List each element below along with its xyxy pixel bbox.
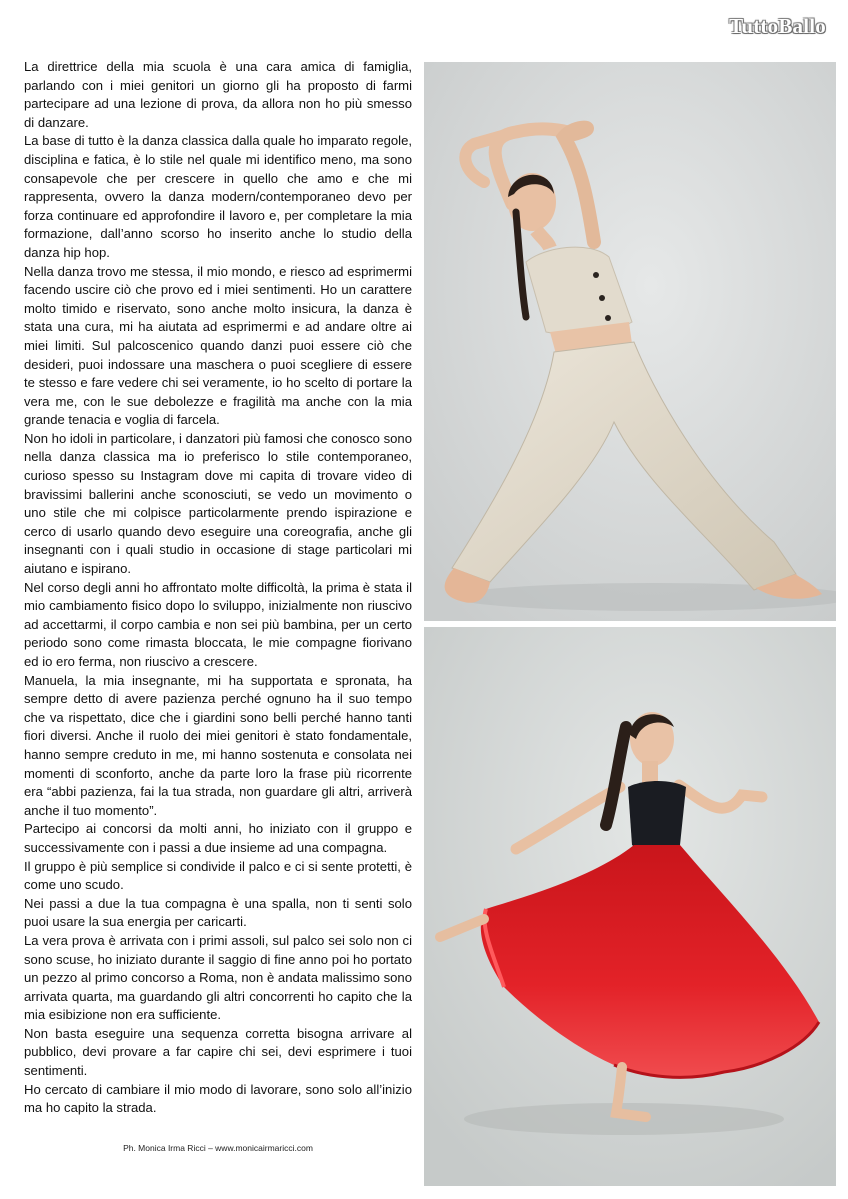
article-paragraph: La vera prova è arrivata con i primi assoli, sul palco sei solo non ci sono scuse, ho iniziato durante il saggio di fine anno poi ho portato un pezzo al primo concorso a Roma, non è andata malissimo sono arrivata quarta, ma guardando gli altri concorrenti ho capito che la mia esibizione non era sufficiente. (24, 932, 412, 1023)
article-paragraph: Nella danza trovo me stessa, il mio mondo, e riesco ad esprimermi facendo uscire ciò che provo ed i miei sentimenti. Ho un carattere molto timido e riservato, sono anche molto insicura, la danza è stata una cura, mi ha aiutata ad esprimermi e ad andare oltre ai miei limiti. Sul palcoscenico quando danzi puoi essere ciò che desideri, puoi indossare una maschera o puoi scegliere di essere te stesso e fare vedere chi sei veramente, io ho scelto di portare la vera me, con le sue debolezze e fragilità ma anche con la mia grande tenacia e voglia di farcela. (24, 263, 412, 428)
dancer-beige-illustration (424, 62, 836, 621)
dancer-photo-beige (424, 62, 836, 621)
article-paragraph: Nei passi a due la tua compagna è una spalla, non ti senti solo puoi usare la sua energia per caricarti. (24, 895, 412, 930)
dancer-photo-red-skirt (424, 627, 836, 1186)
article-paragraph: Ho cercato di cambiare il mio modo di lavorare, sono solo all’inizio ma ho capito la strada. (24, 1081, 412, 1116)
article-paragraph: Partecipo ai concorsi da molti anni, ho iniziato con il gruppo e successivamente con i passi a due insieme ad una compagna. (24, 821, 412, 855)
article-body (24, 58, 412, 1118)
article-paragraph: La direttrice della mia scuola è una cara amica di famiglia, parlando con i miei genitori un giorno gli ha proposto di farmi partecipare ad una lezione di prova, da allora non ho più smesso di danzare. (24, 59, 412, 130)
photo-credit: Ph. Monica Irma Ricci – www.monicairmaricci.com (123, 1143, 313, 1153)
article-paragraph: La base di tutto è la danza classica dalla quale ho imparato regole, disciplina e fatica, è lo stile nel quale mi identifico meno, ma sono consapevole che per crescere in quello che amo e che mi rappresenta, ovvero la danza modern/contemporaneo devo per forza continuare ed approfondire il lavoro e, per completare la mia formazione, dall’anno scorso ho inserito anche lo studio della danza hip hop. (24, 133, 412, 260)
article-paragraph: Nel corso degli anni ho affrontato molte difficoltà, la prima è stata il mio cambiamento fisico dopo lo sviluppo, inizialmente non riuscivo ad accettarmi, il corpo cambia e non sei più bambina, per un certo periodo sono come rimasta bloccata, le mie compagne fiorivano ed io ero ferma, non riuscivo a crescere. (24, 579, 412, 669)
article-paragraph: Non ho idoli in particolare, i danzatori più famosi che conosco sono nella danza classica ma io preferisco lo stile contemporaneo, curioso spesso su Instagram dove mi capita di trovare video di bravissimi ballerini anche sconosciuti, se vedo un movimento o uno stile che mi colpisce particolarmente prendo ispirazione e cerco di usarlo quando devo eseguire una coreografia, anche gli insegnanti con i quali studio in occasione di stage particolari mi aiutano e ispirano. (24, 430, 412, 577)
dancer-red-skirt-illustration (424, 627, 836, 1186)
article-paragraph: Non basta eseguire una sequenza corretta bisogna arrivare al pubblico, devi provare a far capire chi sei, devi esprimere i tuoi sentimenti. (24, 1025, 412, 1079)
article-paragraph: Manuela, la mia insegnante, mi ha supportata e spronata, ha sempre detto di avere pazienza perché ognuno ha il suo tempo che va rispettato, dice che i giardini sono belli perché hanno tanti fiori diversi. Anche il ruolo dei miei genitori è stato fondamentale, hanno sempre creduto in me, mi hanno sostenuta e consolata nei momenti di sconforto, anche da parte loro la frase più ricorrente era “abbi pazienza, fai la tua strada, non guardare gli altri, arriverà anche il tuo momento”. (24, 672, 412, 818)
article-paragraph: Il gruppo è più semplice si condivide il palco e ci si sente protetti, è come uno scudo. (24, 858, 412, 893)
magazine-logo: TuttoBallo (729, 14, 826, 38)
